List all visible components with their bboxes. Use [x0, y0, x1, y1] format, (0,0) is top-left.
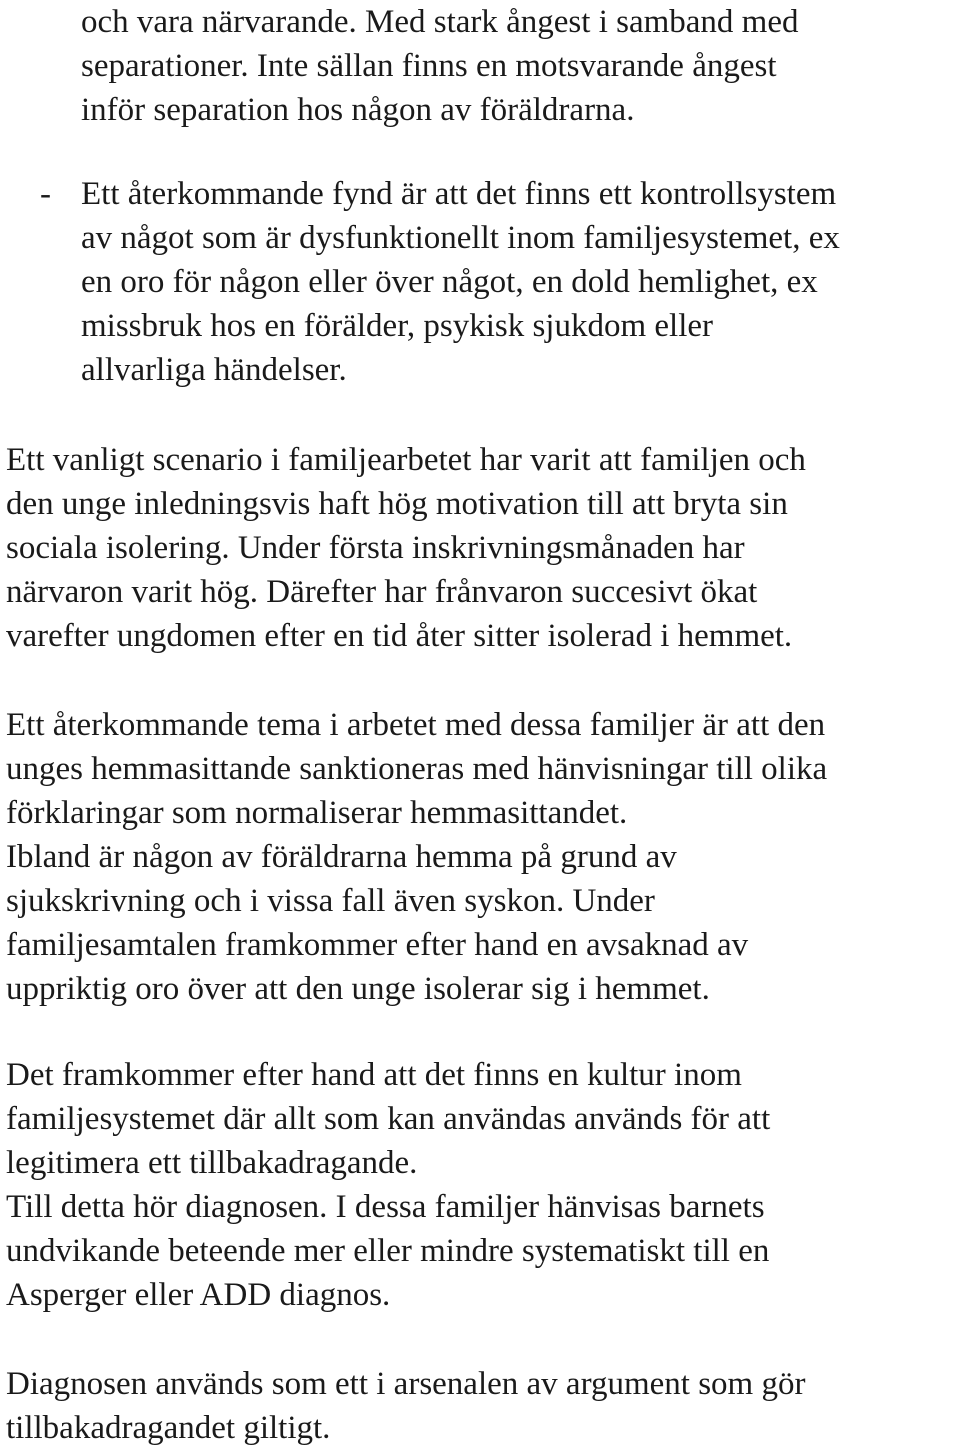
text-line: och vara närvarande. Med stark ångest i samband med	[81, 4, 799, 40]
text-line: undvikande beteende mer eller mindre systematiskt till en	[6, 1233, 770, 1269]
text-line: Diagnosen används som ett i arsenalen av argument som gör	[6, 1366, 806, 1402]
text-line: unges hemmasittande sanktioneras med hänvisningar till olika	[6, 751, 828, 787]
paragraph-diagnosis	[6, 1362, 805, 1450]
intro-paragraph	[81, 0, 798, 132]
text-line: Asperger eller ADD diagnos.	[6, 1277, 391, 1313]
paragraph-recurring-theme	[6, 703, 827, 1011]
text-line: av något som är dysfunktionellt inom familjesystemet, ex	[81, 220, 840, 256]
text-line: missbruk hos en förälder, psykisk sjukdom eller	[81, 308, 714, 344]
text-line: förklaringar som normaliserar hemmasittandet.	[6, 795, 628, 831]
text-line: Det framkommer efter hand att det finns en kultur inom	[6, 1057, 742, 1093]
bullet-item	[81, 172, 840, 392]
text-line: allvarliga händelser.	[81, 352, 347, 388]
text-line: separationer. Inte sällan finns en motsvarande ångest	[81, 48, 777, 84]
bullet-marker: -	[40, 176, 51, 212]
text-line: den unge inledningsvis haft hög motivation till att bryta sin	[6, 486, 788, 522]
text-line: Ett återkommande tema i arbetet med dessa familjer är att den	[6, 707, 826, 743]
paragraph-culture	[6, 1053, 770, 1317]
text-line: uppriktig oro över att den unge isolerar sig i hemmet.	[6, 971, 710, 1007]
paragraph-family-work	[6, 438, 806, 658]
text-line: varefter ungdomen efter en tid åter sitter isolerad i hemmet.	[6, 618, 793, 654]
text-line: familjesystemet där allt som kan användas används för att	[6, 1101, 771, 1137]
text-line: tillbakadragandet giltigt.	[6, 1410, 331, 1446]
text-line: Ett återkommande fynd är att det finns ett kontrollsystem	[81, 176, 837, 212]
text-line: närvaron varit hög. Därefter har frånvaron succesivt ökat	[6, 574, 758, 610]
text-line: Till detta hör diagnosen. I dessa familjer hänvisas barnets	[6, 1189, 765, 1225]
text-line: sjukskrivning och i vissa fall även syskon. Under	[6, 883, 655, 919]
text-line: inför separation hos någon av föräldrarna.	[81, 92, 635, 128]
text-line: legitimera ett tillbakadragande.	[6, 1145, 418, 1181]
text-line: Ett vanligt scenario i familjearbetet har varit att familjen och	[6, 442, 806, 478]
text-line: familjesamtalen framkommer efter hand en avsaknad av	[6, 927, 749, 963]
text-line: sociala isolering. Under första inskrivningsmånaden har	[6, 530, 745, 566]
text-line: en oro för någon eller över något, en dold hemlighet, ex	[81, 264, 818, 300]
text-line: Ibland är någon av föräldrarna hemma på grund av	[6, 839, 677, 875]
